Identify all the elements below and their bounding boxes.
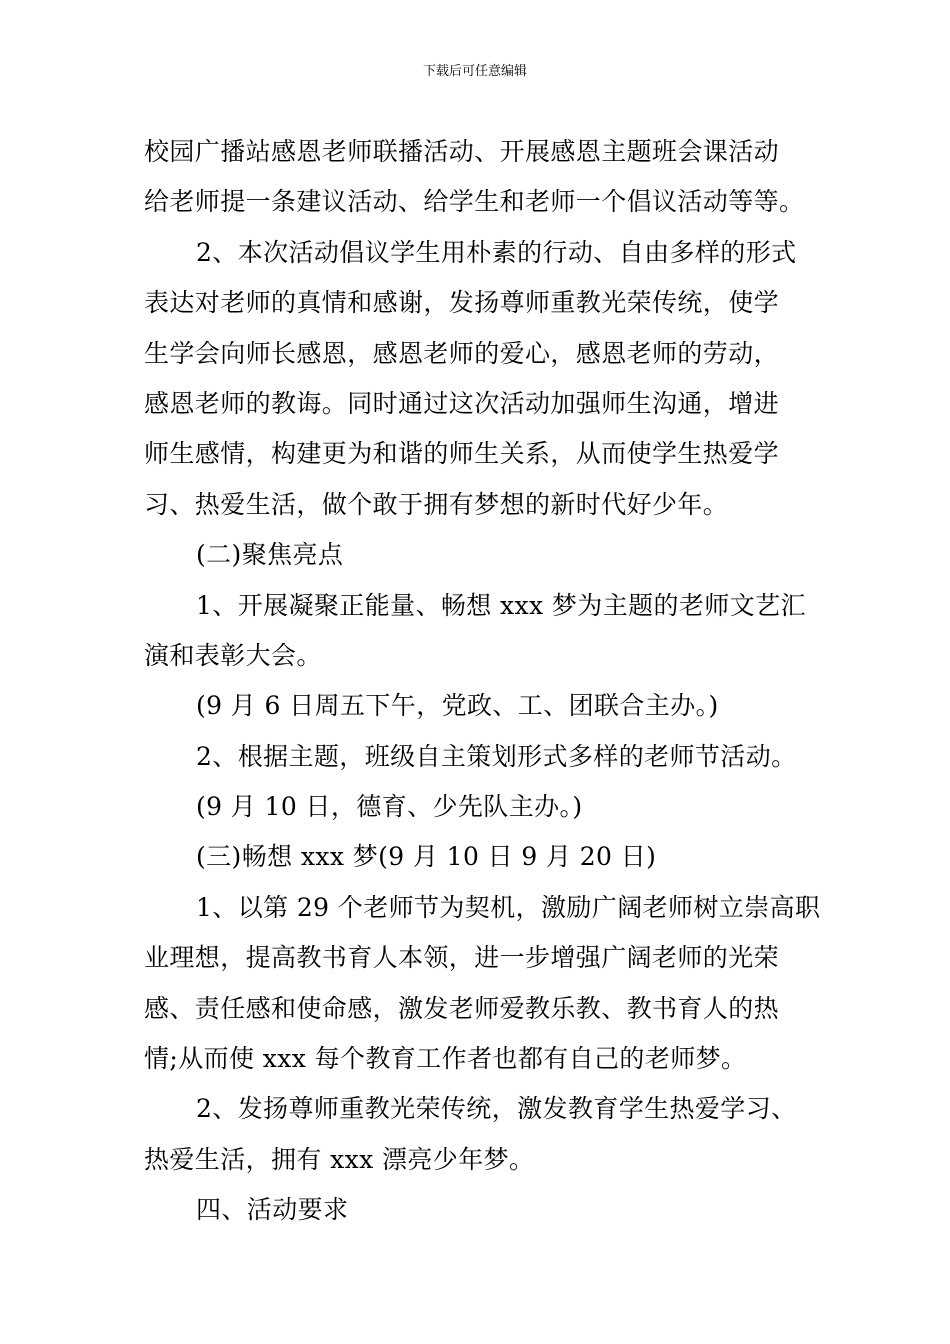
paragraph-line: 热爱生活，拥有 xxx 漂亮少年梦。 (144, 1144, 535, 1174)
paragraph-line: 感、责任感和使命感，激发老师爱教乐教、教书育人的热 (144, 993, 780, 1023)
page-header: 下载后可任意编辑 (422, 64, 527, 79)
section-heading: 四、活动要求 (196, 1195, 349, 1225)
paragraph-line: 1、开展凝聚正能量、畅想 xxx 梦为主题的老师文艺汇 (196, 590, 806, 620)
paragraph-line: 2、根据主题，班级自主策划形式多样的老师节活动。 (196, 741, 797, 771)
paragraph-line: 感恩老师的教诲。同时通过这次活动加强师生沟通，增进 (144, 388, 780, 418)
paragraph-line: (9 月 10 日，德育、少先队主办。) (196, 792, 583, 822)
paragraph-line: 习、热爱生活，做个敢于拥有梦想的新时代好少年。 (144, 489, 729, 519)
paragraph-line: 生学会向师长感恩，感恩老师的爱心，感恩老师的劳动， (144, 338, 780, 368)
paragraph-line: 演和表彰大会。 (144, 640, 322, 670)
paragraph-line: 表达对老师的真情和感谢，发扬尊师重教光荣传统，使学 (144, 288, 780, 318)
paragraph-line: 给老师提一条建议活动、给学生和老师一个倡议活动等等。 (144, 187, 805, 217)
paragraph-line: 2、本次活动倡议学生用朴素的行动、自由多样的形式 (196, 237, 797, 267)
document-body (144, 127, 821, 1236)
paragraph-line: 情;从而使 xxx 每个教育工作者也都有自己的老师梦。 (144, 1044, 747, 1074)
paragraph-line: 校园广播站感恩老师联播活动、开展感恩主题班会课活动 (144, 137, 780, 166)
paragraph-line: (9 月 6 日周五下午，党政、工、团联合主办。) (196, 691, 719, 721)
paragraph-line: 师生感情，构建更为和谐的师生关系，从而使学生热爱学 (144, 439, 780, 469)
paragraph-line: 1、以第 29 个老师节为契机，激励广阔老师树立崇高职 (196, 892, 821, 922)
paragraph-line: 业理想，提高教书育人本领，进一步增强广阔老师的光荣 (144, 943, 780, 973)
paragraph-line: 2、发扬尊师重教光荣传统，激发教育学生热爱学习、 (196, 1094, 797, 1124)
section-heading: (二)聚焦亮点 (196, 540, 344, 570)
section-heading: (三)畅想 xxx 梦(9 月 10 日 9 月 20 日) (196, 842, 657, 872)
